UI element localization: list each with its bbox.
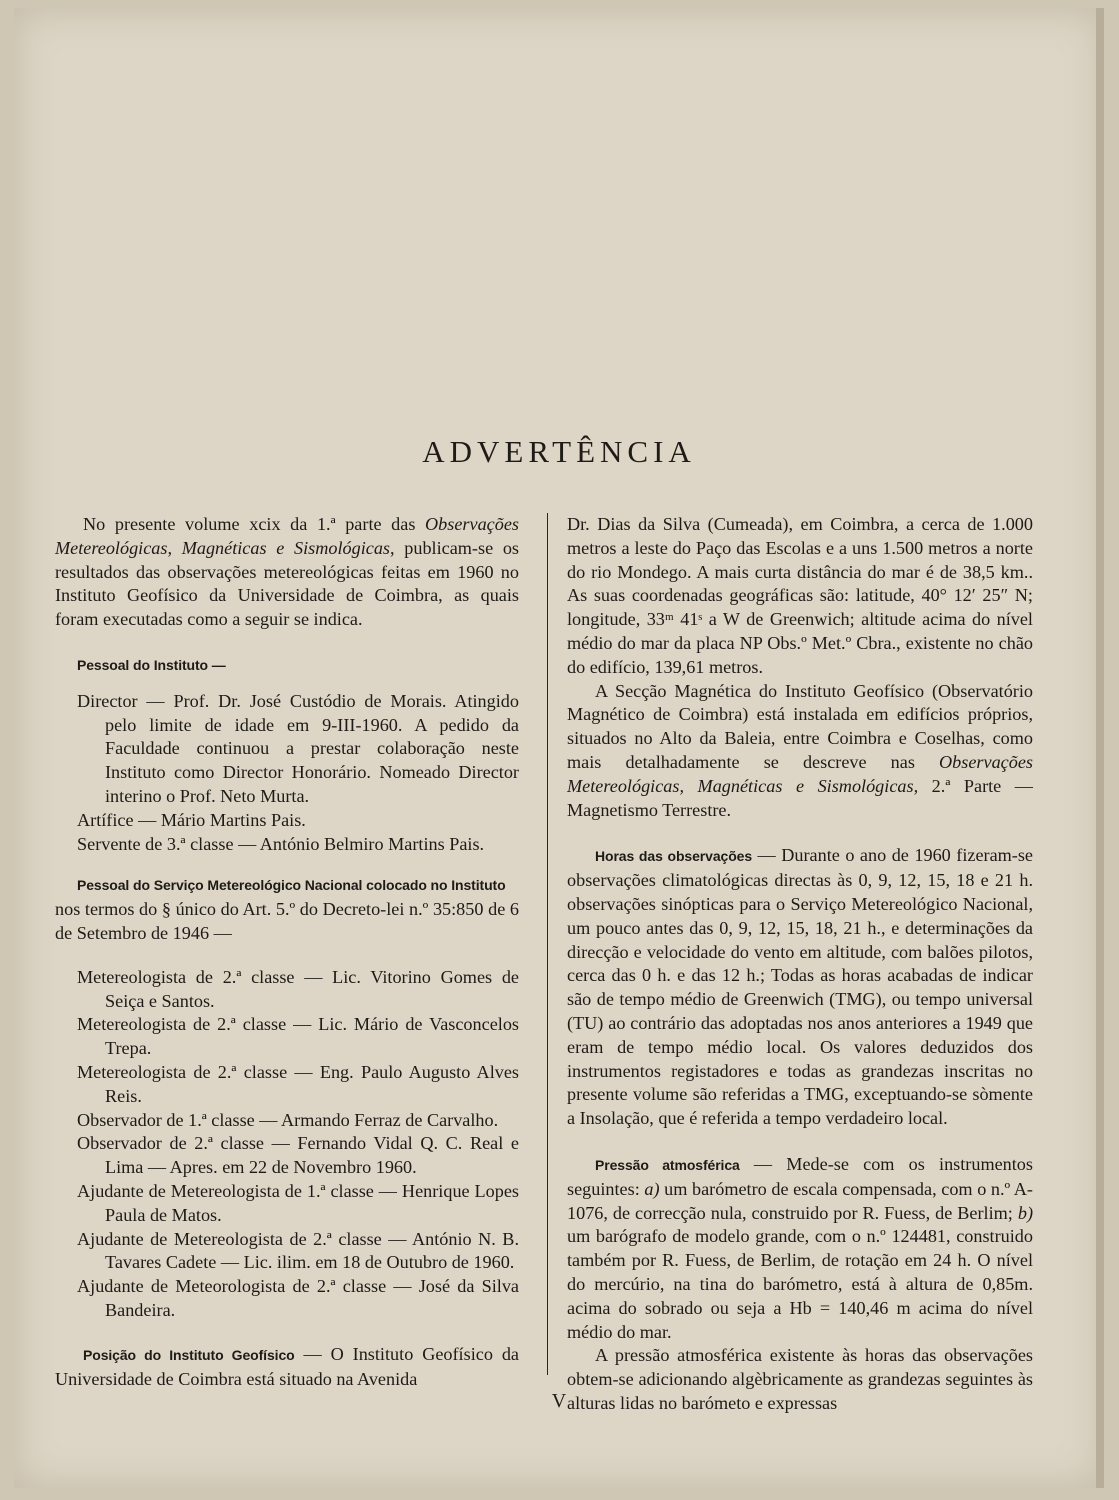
posicao-continuation: Dr. Dias da Silva (Cumeada), em Coimbra, a cerca de 1.000 metros a leste do Paço das Escolas e a uns 1.500 metros a norte do rio Mondego. A mais curta distância do mar é de 38,5 km.. As suas coordenadas geográficas são: latitude, 40° 12′ 25″ N; longitude, 33ᵐ 41ˢ a W de Greenwich; altitude acima do nível médio do mar da placa NP Obs.º Met.º Cbra., existente no chão do edifício, 139,61 metros. <box>567 514 1033 677</box>
staff-entry-8: Ajudante de Meteorologista de 2.ª classe — José da Silva Bandeira. <box>77 1276 519 1320</box>
smn-heading: Pessoal do Serviço Metereológico Nacional colocado no Instituto <box>77 877 506 894</box>
staff-entry-4: Observador de 1.ª classe — Armando Ferraz de Carvalho. <box>77 1109 499 1130</box>
posicao-text: — O Instituto Geofísico da Universidade de Coimbra está situado na Avenida <box>55 1343 519 1389</box>
seccao-italic: Observações Metereológicas, Magnéticas e Sismológicas, <box>567 751 1033 796</box>
pessoal-heading: Pessoal do Instituto — <box>77 656 226 673</box>
seccao-text-b: 2.ª Parte — Magnetismo Terrestre. <box>567 775 1033 820</box>
artifice-entry: Artífice — Mário Martins Pais. <box>77 809 306 830</box>
seccao-text-a: A Secção Magnética do Instituto Geofísico (Observatório Magnético de Coimbra) está instalada em edifícios próprios, situados no Alto da Baleia, entre Coimbra e Coselhas, como mais detalhadamente se descreve nas <box>567 680 1033 772</box>
intro-text-b: , publicam-se os resultados das observações metereológicas feitas em 1960 no Instituto Geofísico da Universidade de Coimbra, as quais foram executadas como a seguir se indica. <box>55 537 520 630</box>
seccao-paragraph <box>567 680 1033 823</box>
pressao-text-c: um barógrafo de modelo grande, com o n.º 124481, construido também por R. Fuess, de Berlim, de rotação em 24 h. O nível do mercúrio, na tina do barómetro, está à altura de 0,85m. acima do sobrado ou seja a Hb = 140,46 m acima do nível médio do mar. <box>567 1226 1033 1342</box>
pressao-label-b: b) <box>1017 1202 1033 1223</box>
intro-paragraph <box>55 513 519 632</box>
staff-entry-1: Metereologista de 2.ª classe — Lic. Vitorino Gomes de Seiça e Santos. <box>77 966 519 1011</box>
pressao-heading: Pressão atmosférica <box>595 1156 740 1173</box>
pressao-text-b: um barómetro de escala compensada, com o n.º A-1076, de correcção nula, construido por R. Fuess, de Berlim; <box>567 1178 1033 1223</box>
posicao-heading: Posição do Instituto Geofísico <box>83 1346 295 1363</box>
staff-entry-3: Metereologista de 2.ª classe — Eng. Paulo Augusto Alves Reis. <box>77 1061 519 1106</box>
staff-entry-5: Observador de 2.ª classe — Fernando Vidal Q. C. Real e Lima — Apres. em 22 de Novembro 1960. <box>77 1133 519 1178</box>
servente-entry: Servente de 3.ª classe — António Belmiro Martins Pais. <box>77 833 485 854</box>
column-divider <box>547 513 548 1375</box>
pressao-text-a: — Mede-se com os instrumentos seguintes: <box>567 1153 1033 1199</box>
staff-entry-2: Metereologista de 2.ª classe — Lic. Mário de Vasconcelos Trepa. <box>77 1014 519 1059</box>
intro-italic: Observações Metereológicas, Magnéticas e Sismológicas <box>55 514 519 558</box>
page-title: ADVERTÊNCIA <box>422 434 696 469</box>
horas-paragraph <box>567 844 1033 1131</box>
document-page <box>14 8 1104 1488</box>
page-edge <box>1096 8 1104 1488</box>
left-column <box>55 513 519 1391</box>
director-entry: Director — Prof. Dr. José Custódio de Morais. Atingido pelo limite de idade em 9-III-1960. A pedido da Faculdade continuou a prestar colaboração neste Instituto como Director Honorário. Nomeado Director interino o Prof. Neto Murta. <box>77 690 519 806</box>
staff-entry-6: Ajudante de Metereologista de 1.ª classe — Henrique Lopes Paula de Matos. <box>77 1180 519 1225</box>
pressao-label-a: a) <box>644 1178 660 1199</box>
pressao-paragraph <box>567 1153 1033 1344</box>
pressao-paragraph-2: A pressão atmosférica existente às horas das observações obtem-se adicionando algèbricamente as grandezas seguintes às alturas lidas no barómeto e expressas <box>567 1345 1033 1413</box>
posicao-paragraph <box>55 1343 519 1392</box>
intro-text-a: No presente volume xcix da 1.ª parte das <box>83 514 426 534</box>
horas-text: — Durante o ano de 1960 fizeram-se observações climatológicas directas às 0, 9, 12, 15, 18 e 21 h. observações sinópticas para o Serviço Metereológico Nacional, um pouco antes das 0, 9, 12, 15, 18, 21 h., e determinações da direcção e velocidade do vento em altitude, com balões pilotos, cerca das 0 h. e das 12 h.; Todas as horas acabadas de indicar são de tempo médio de Greenwich (TMG), ou tempo universal (TU) ao contrário das adoptadas nos anos anteriores a 1949 que eram de tempo médio local. Os valores deduzidos dos instrumentos registadores e todas as grandezas inscritas no presente volume são referidas a TMG, exceptuando-se sòmente a Insolação, que é referida a tempo verdadeiro local. <box>567 845 1034 1129</box>
smn-heading-continuation: nos termos do § único do Art. 5.º do Decreto-lei n.º 35:850 de 6 de Setembro de 1946 — <box>55 899 519 943</box>
page-number: V <box>551 1390 567 1412</box>
horas-heading: Horas das observações <box>595 848 753 865</box>
staff-entry-7: Ajudante de Metereologista de 2.ª classe — António N. B. Tavares Cadete — Lic. ilim. em 18 de Outubro de 1960. <box>77 1228 519 1273</box>
right-column <box>567 513 1033 1416</box>
